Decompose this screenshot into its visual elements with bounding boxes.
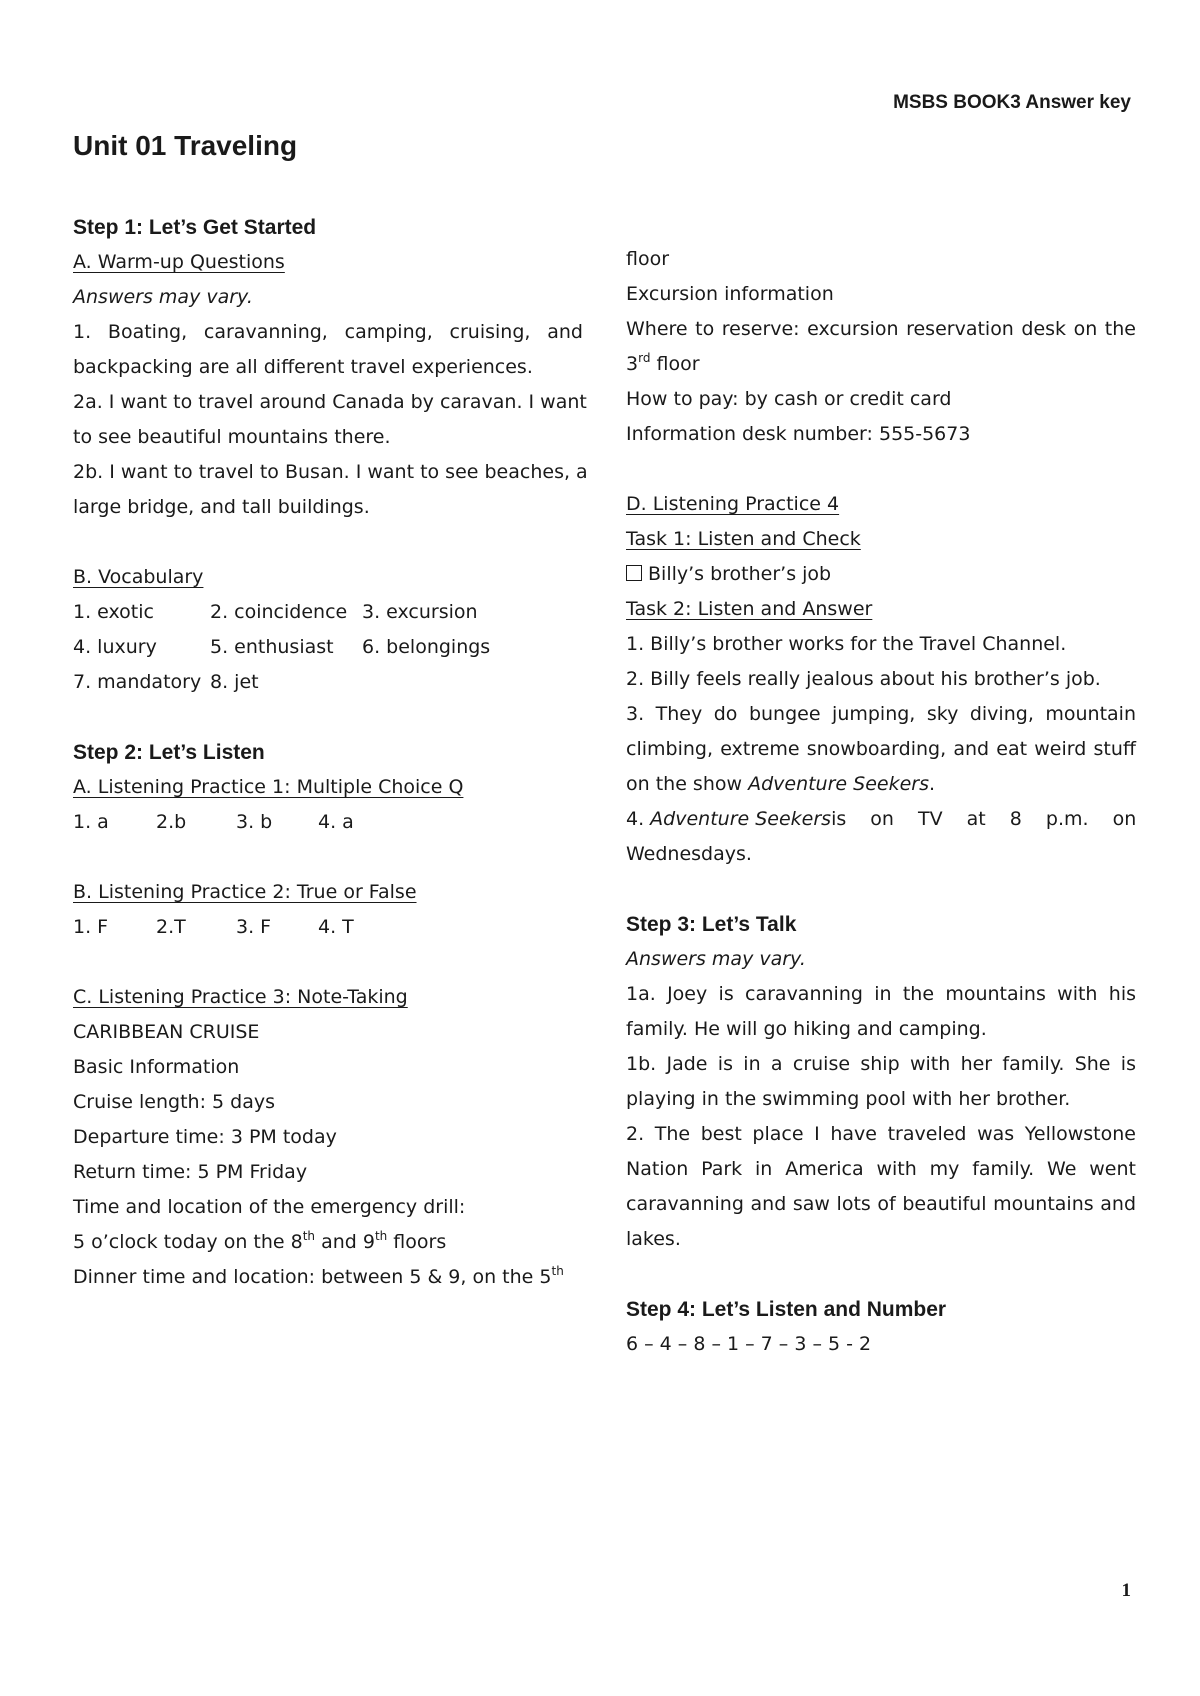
answer-item: 2.T: [156, 916, 186, 938]
vocab-item: 5. enthusiast: [210, 636, 334, 658]
task2-answer-2: 2. Billy feels really jealous about his brother’s job.: [626, 668, 1101, 690]
warmup-heading: A. Warm-up Questions: [73, 251, 285, 273]
answer-1-line2: backpacking are all different travel experiences.: [73, 356, 533, 378]
unit-title: Unit 01 Traveling: [73, 130, 298, 161]
document-header: MSBS BOOK3 Answer key: [893, 92, 1131, 113]
answer-2a-line2: to see beautiful mountains there.: [73, 426, 391, 448]
practice2-answers: [73, 910, 583, 945]
vocab-item: 7. mandatory: [73, 671, 202, 693]
talk-1b-line1: 1b. Jade is in a cruise ship with her family. She is: [626, 1053, 1136, 1075]
talk-2-line3: caravanning and saw lots of beautiful mountains and: [626, 1193, 1136, 1215]
practice4-heading: D. Listening Practice 4: [626, 493, 840, 515]
answer-1-line1: 1. Boating, caravanning, camping, cruising, and: [73, 321, 583, 343]
answer-item: 4. T: [318, 916, 354, 938]
vocab-item: 8. jet: [210, 671, 259, 693]
step1-heading: Step 1: Let’s Get Started: [73, 216, 317, 239]
number-sequence: 6 – 4 – 8 – 1 – 7 – 3 – 5 - 2: [626, 1333, 872, 1355]
vocabulary-heading: B. Vocabulary: [73, 566, 204, 588]
talk-2-line1: 2. The best place I have traveled was Yellowstone: [626, 1123, 1136, 1145]
task2-heading: Task 2: Listen and Answer: [626, 598, 873, 620]
answer-item: 3. F: [236, 916, 272, 938]
dinner-line: Dinner time and location: between 5 & 9, on the 5th: [73, 1264, 564, 1288]
answer-item: 3. b: [236, 811, 273, 833]
reserve-line1: Where to reserve: excursion reservation desk on the: [626, 318, 1136, 340]
note-line: Time and location of the emergency drill:: [73, 1196, 466, 1218]
note-line: Return time: 5 PM Friday: [73, 1161, 308, 1183]
practice2-heading: B. Listening Practice 2: True or False: [73, 881, 417, 903]
vocab-item: 4. luxury: [73, 636, 157, 658]
reserve-line2: 3rd floor: [626, 351, 700, 375]
answer-item: 4. a: [318, 811, 354, 833]
note-line: Departure time: 3 PM today: [73, 1126, 337, 1148]
left-column: [73, 210, 588, 1295]
info-desk-line: Information desk number: 555-5673: [626, 423, 971, 445]
dinner-continued: floor: [626, 248, 670, 270]
vocab-row-1: [73, 595, 583, 630]
warmup-note: Answers may vary.: [73, 286, 253, 308]
talk-1a-line1: 1a. Joey is caravanning in the mountains with his: [626, 983, 1136, 1005]
drill-time-line: 5 o’clock today on the 8th and 9th floors: [73, 1229, 447, 1253]
answer-item: 1. F: [73, 916, 109, 938]
vocab-item: 1. exotic: [73, 601, 154, 623]
excursion-heading: Excursion information: [626, 283, 834, 305]
task2-answer-4-line2: Wednesdays.: [626, 843, 752, 865]
practice1-heading: A. Listening Practice 1: Multiple Choice Q: [73, 776, 464, 798]
task1-answer: Billy’s brother’s job: [626, 557, 1136, 592]
answer-2a-line1: 2a. I want to travel around Canada by caravan. I want: [73, 391, 587, 413]
vocab-item: 3. excursion: [362, 601, 478, 623]
step4-heading: Step 4: Let’s Listen and Number: [626, 1298, 947, 1321]
step3-note: Answers may vary.: [626, 948, 806, 970]
task2-answer-3-line2: climbing, extreme snowboarding, and eat weird stuff: [626, 738, 1136, 760]
vocab-item: 2. coincidence: [210, 601, 348, 623]
checkbox-icon: [626, 565, 642, 581]
task2-answer-4-line1: 4. Adventure Seekers is on TV at 8 p.m. on: [626, 808, 1137, 830]
step2-heading: Step 2: Let’s Listen: [73, 741, 265, 764]
talk-1a-line2: family. He will go hiking and camping.: [626, 1018, 987, 1040]
task2-answer-1: 1. Billy’s brother works for the Travel Channel.: [626, 633, 1067, 655]
note-line: CARIBBEAN CRUISE: [73, 1021, 260, 1043]
step3-heading: Step 3: Let’s Talk: [626, 913, 797, 936]
vocab-row-3: [73, 665, 583, 700]
note-line: Cruise length: 5 days: [73, 1091, 276, 1113]
vocab-row-2: [73, 630, 583, 665]
task1-heading: Task 1: Listen and Check: [626, 528, 861, 550]
right-column: [626, 242, 1136, 1362]
task2-answer-3-line1: 3. They do bungee jumping, sky diving, mountain: [626, 703, 1136, 725]
vocab-item: 6. belongings: [362, 636, 491, 658]
task2-answer-3-line3: on the show Adventure Seekers.: [626, 773, 936, 795]
talk-2-line4: lakes.: [626, 1228, 681, 1250]
practice3-heading: C. Listening Practice 3: Note-Taking: [73, 986, 408, 1008]
note-line: Basic Information: [73, 1056, 240, 1078]
answer-item: 1. a: [73, 811, 109, 833]
answer-item: 2.b: [156, 811, 187, 833]
answer-2b-line1: 2b. I want to travel to Busan. I want to see beaches, a: [73, 461, 588, 483]
talk-1b-line2: playing in the swimming pool with her brother.: [626, 1088, 1071, 1110]
payment-line: How to pay: by cash or credit card: [626, 388, 952, 410]
answer-2b-line2: large bridge, and tall buildings.: [73, 496, 370, 518]
page-number: 1: [1121, 1580, 1131, 1601]
practice1-answers: [73, 805, 583, 840]
talk-2-line2: Nation Park in America with my family. We went: [626, 1158, 1136, 1180]
